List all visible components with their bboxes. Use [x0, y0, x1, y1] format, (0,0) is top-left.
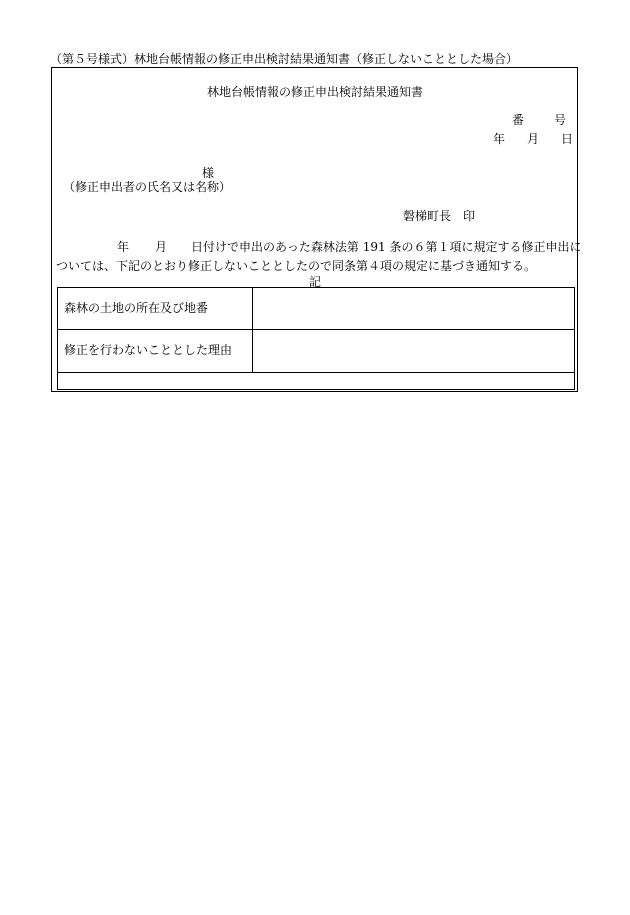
ref-ban: 番 [511, 113, 524, 127]
location-label: 森林の土地の所在及び地番 [58, 288, 253, 330]
form-caption: （第５号様式）林地台帳情報の修正申出検討結果通知書（修正しないこととした場合） [50, 52, 519, 66]
date-nen: 年 [492, 132, 505, 146]
issuer [403, 209, 475, 225]
body-line1-text: 日付けで申出のあった森林法第 191 条の６第１項に規定する修正申出に [191, 240, 582, 254]
date-hi: 日 [560, 132, 573, 146]
table-row [58, 330, 575, 373]
detail-table [57, 287, 575, 390]
date-tsuki: 月 [526, 132, 539, 146]
body-line-2: ついては、下記のとおり修正しないこととしたので同条第４項の規定に基づき通知する。 [56, 259, 537, 273]
addressee-honorific: 様 [202, 166, 215, 180]
issuer-name: 磐梯町長 [403, 209, 452, 223]
body-nen: 年 [117, 240, 130, 254]
addressee-note: （修正申出者の氏名又は名称） [63, 180, 232, 194]
table-row [58, 288, 575, 330]
body-tsuki: 月 [155, 240, 168, 254]
table-row [58, 373, 575, 390]
location-value[interactable] [253, 288, 575, 330]
blank-row [58, 373, 575, 390]
reference-number [512, 113, 566, 129]
ref-go: 号 [553, 113, 566, 127]
ki-label: 記 [308, 275, 321, 289]
body-line-1 [117, 240, 581, 256]
reason-label: 修正を行わないこととした理由 [58, 330, 253, 373]
issue-date [493, 132, 573, 148]
reason-value[interactable] [253, 330, 575, 373]
document-title: 林地台帳情報の修正申出検討結果通知書 [206, 85, 423, 99]
issuer-seal: 印 [463, 209, 476, 223]
